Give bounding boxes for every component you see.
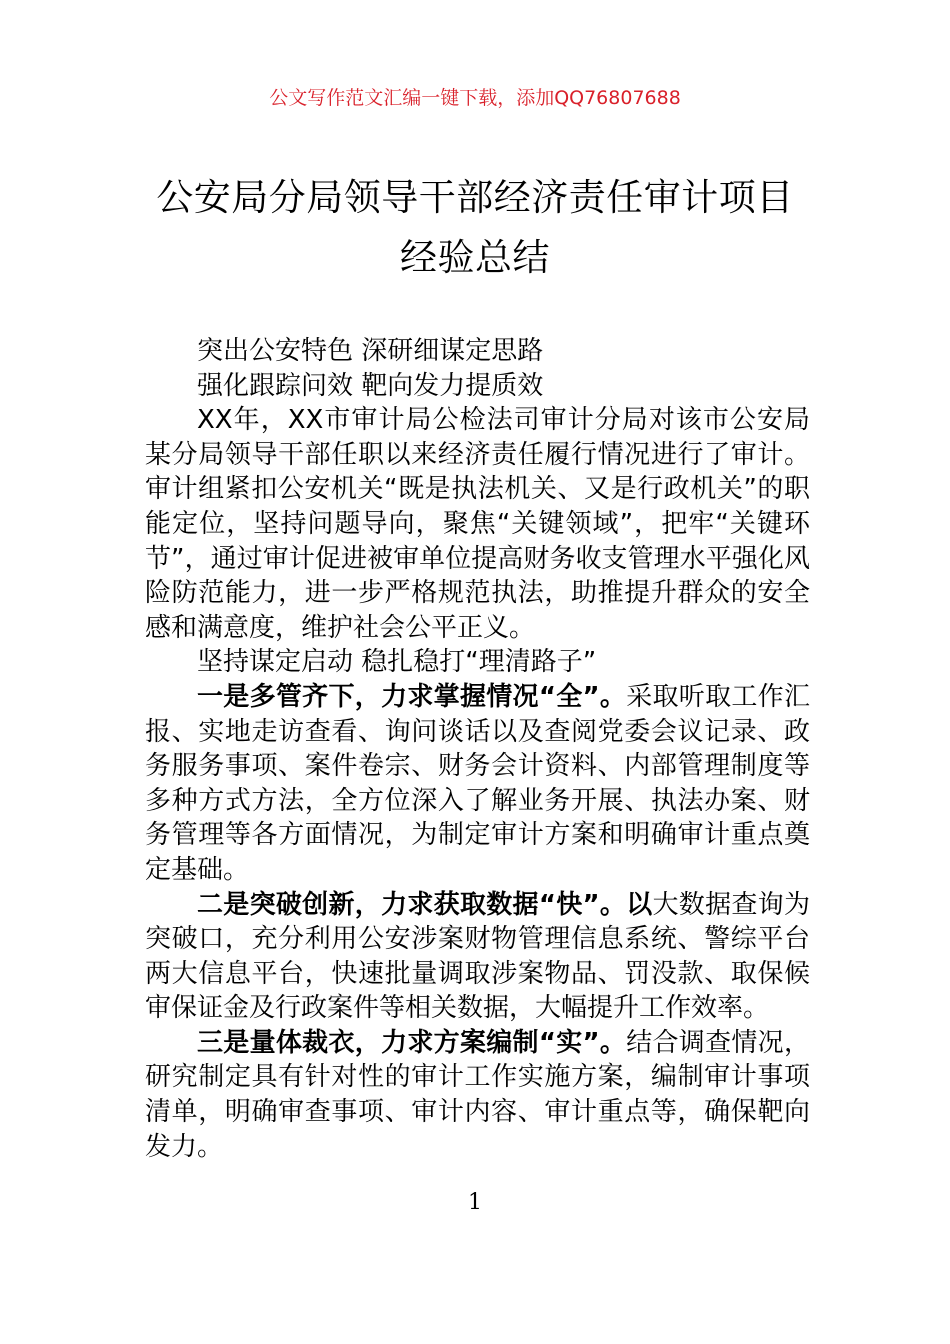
point-paragraph-1 (145, 680, 810, 888)
page-number: 1 (468, 1190, 482, 1215)
intro-paragraph: XX年，XX市审计局公检法司审计分局对该市公安局某分局领导干部任职以来经济责任履行情况进行了审计。审计组紧扣公安机关“既是执法机关、又是行政机关”的职能定位，坚持问题导向，聚焦“关键领域”，把牢“关键环节”，通过审计促进被审单位提高财务收支管理水平强化风险防范能力，进一步严格规范执法，助推提升群众的安全感和满意度，维护社会公平正义。 (145, 405, 810, 643)
document-body (145, 334, 810, 1164)
point-body-1: 采取听取工作汇报、实地走访查看、询问谈话以及查阅党委会议记录、政务服务事项、案件卷宗、财务会计资料、内部管理制度等多种方式方法，全方位深入了解业务开展、执法办案、财务管理等各方面情况，为制定审计方案和明确审计重点奠定基础。 (145, 681, 810, 885)
promo-header-note: 公文写作范文汇编一键下载，添加QQ76807688 (269, 87, 681, 109)
point-body-3: 结合调查情况，研究制定具有针对性的审计工作实施方案，编制审计事项清单，明确审查事项、审计内容、审计重点等，确保靶向发力。 (145, 1027, 810, 1162)
point-lead-3: 三是量体裁衣，力求方案编制“实”。 (197, 1027, 627, 1058)
document-title: 公安局分局领导干部经济责任审计项目经验总结 (156, 176, 794, 279)
subheading-2: 强化跟踪问效 靶向发力提质效 (197, 370, 544, 401)
point-paragraph-3 (145, 1026, 810, 1164)
point-lead-2: 二是突破创新，力求获取数据“快”。以 (197, 889, 653, 920)
subheading-1: 突出公安特色 深研细谋定思路 (197, 336, 544, 366)
section-heading: 坚持谋定启动 稳扎稳打“理清路子” (197, 647, 597, 678)
point-body-2: 大数据查询为突破口，充分利用公安涉案财物管理信息系统、警综平台两大信息平台，快速批量调取涉案物品、罚没款、取保候审保证金及行政案件等相关数据，大幅提升工作效率。 (145, 889, 810, 1024)
point-paragraph-2 (145, 888, 810, 1026)
point-lead-1: 一是多管齐下，力求掌握情况“全”。 (197, 681, 627, 712)
